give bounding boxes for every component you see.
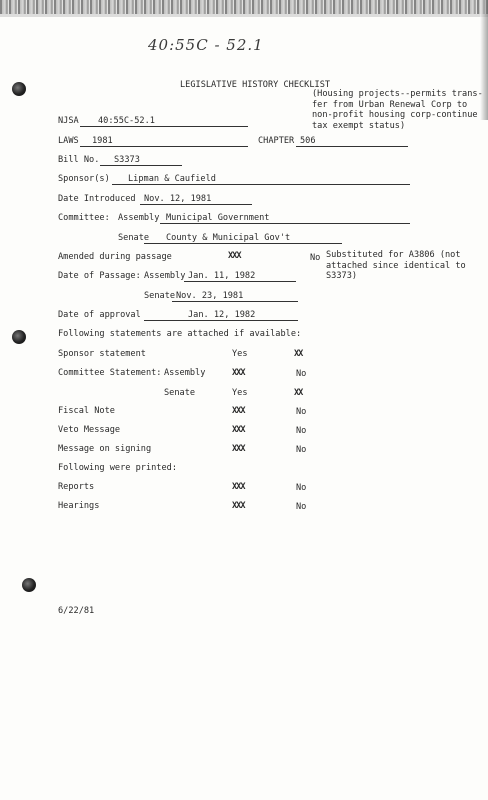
substituted-line: attached since identical to xyxy=(326,260,466,271)
description-line: (Housing projects--permits trans- xyxy=(312,89,483,99)
sponsor-statement-label: Sponsor statement xyxy=(58,349,146,359)
passage-assembly-value: Jan. 11, 1982 xyxy=(188,271,256,281)
following-attached-heading: Following statements are attached if available: xyxy=(58,329,302,339)
sponsor-statement-yes: Yes xyxy=(232,349,248,359)
committee-statement-assembly: Assembly xyxy=(164,368,206,378)
laws-value: 1981 xyxy=(92,136,113,146)
message-signing-yes-struck: XXX xyxy=(232,444,245,454)
description-line: tax exempt status) xyxy=(312,120,406,131)
chapter-line xyxy=(296,146,408,147)
approval-value: Jan. 12, 1982 xyxy=(188,310,256,320)
committee-senate-value: County & Municipal Gov't xyxy=(166,233,291,243)
amended-yes-struck: XXX xyxy=(228,251,241,261)
footer-date: 6/22/81 xyxy=(58,606,95,616)
laws-line xyxy=(80,146,248,147)
njsa-line xyxy=(80,126,248,127)
passage-senate-value: Nov. 23, 1981 xyxy=(176,291,244,301)
committee-statement-assembly-yes-struck: XXX xyxy=(232,368,245,378)
following-printed-heading: Following were printed: xyxy=(58,463,177,473)
committee-statement-label: Committee Statement: xyxy=(58,368,162,378)
amended-no: No xyxy=(310,253,321,263)
hearings-no: No xyxy=(296,502,307,512)
committee-statement-assembly-no: No xyxy=(296,369,307,379)
committee-statement-senate-no-struck: XX xyxy=(294,388,303,398)
approval-line xyxy=(144,320,298,321)
introduced-value: Nov. 12, 1981 xyxy=(144,194,212,204)
laws-label: LAWS xyxy=(58,136,79,146)
punch-hole-bottom xyxy=(22,578,36,592)
introduced-line xyxy=(140,204,252,205)
message-signing-no: No xyxy=(296,445,307,455)
hearings-label: Hearings xyxy=(58,501,100,511)
scan-right-edge xyxy=(480,0,488,120)
passage-senate-line xyxy=(172,301,298,302)
njsa-label: NJSA xyxy=(58,116,79,126)
bill-value: S3373 xyxy=(114,155,140,165)
reports-yes-struck: XXX xyxy=(232,482,245,492)
chapter-label: CHAPTER xyxy=(258,136,295,146)
fiscal-note-no: No xyxy=(296,407,307,417)
veto-message-yes-struck: XXX xyxy=(232,425,245,435)
committee-senate-label: Senate xyxy=(118,233,150,243)
njsa-value: 40:55C-52.1 xyxy=(98,116,155,126)
veto-message-no: No xyxy=(296,426,307,436)
substituted-line: S3373) xyxy=(326,271,358,281)
scan-top-edge xyxy=(0,0,488,14)
committee-assembly-line xyxy=(160,223,410,224)
reports-label: Reports xyxy=(58,482,95,492)
committee-assembly-label: Assembly xyxy=(118,213,160,223)
sponsor-value: Lipman & Caufield xyxy=(128,174,216,184)
scan-top-shadow xyxy=(0,14,488,17)
committee-statement-senate: Senate xyxy=(164,388,196,398)
approval-label: Date of approval xyxy=(58,310,141,320)
introduced-label: Date Introduced xyxy=(58,194,136,204)
reports-no: No xyxy=(296,483,307,493)
passage-label: Date of Passage: xyxy=(58,271,141,281)
committee-assembly-value: Municipal Government xyxy=(166,213,270,223)
substituted-line: Substituted for A3806 (not xyxy=(326,250,461,260)
description-line: non-profit housing corp-continue xyxy=(312,110,478,120)
punch-hole-middle xyxy=(12,330,26,344)
handwritten-citation: 40:55C - 52.1 xyxy=(148,36,264,54)
fiscal-note-label: Fiscal Note xyxy=(58,406,115,416)
sponsor-statement-no-struck: XX xyxy=(294,349,303,359)
sponsor-label: Sponsor(s) xyxy=(58,174,110,184)
fiscal-note-yes-struck: XXX xyxy=(232,406,245,416)
chapter-value: 506 xyxy=(300,136,316,146)
amended-label: Amended during passage xyxy=(58,252,172,262)
committee-label: Committee: xyxy=(58,213,110,223)
veto-message-label: Veto Message xyxy=(58,425,121,435)
message-signing-label: Message on signing xyxy=(58,444,152,454)
hearings-yes-struck: XXX xyxy=(232,501,245,511)
passage-assembly-line xyxy=(184,281,296,282)
passage-assembly-label: Assembly xyxy=(144,271,186,281)
description-line: fer from Urban Renewal Corp to xyxy=(312,99,468,110)
punch-hole-top xyxy=(12,82,26,96)
committee-senate-line xyxy=(144,243,342,244)
bill-line xyxy=(100,165,182,166)
document-title: LEGISLATIVE HISTORY CHECKLIST xyxy=(180,80,331,90)
sponsor-line xyxy=(112,184,410,185)
passage-senate-label: Senate xyxy=(144,291,176,301)
bill-label: Bill No. xyxy=(58,155,100,165)
committee-statement-senate-yes: Yes xyxy=(232,388,248,398)
